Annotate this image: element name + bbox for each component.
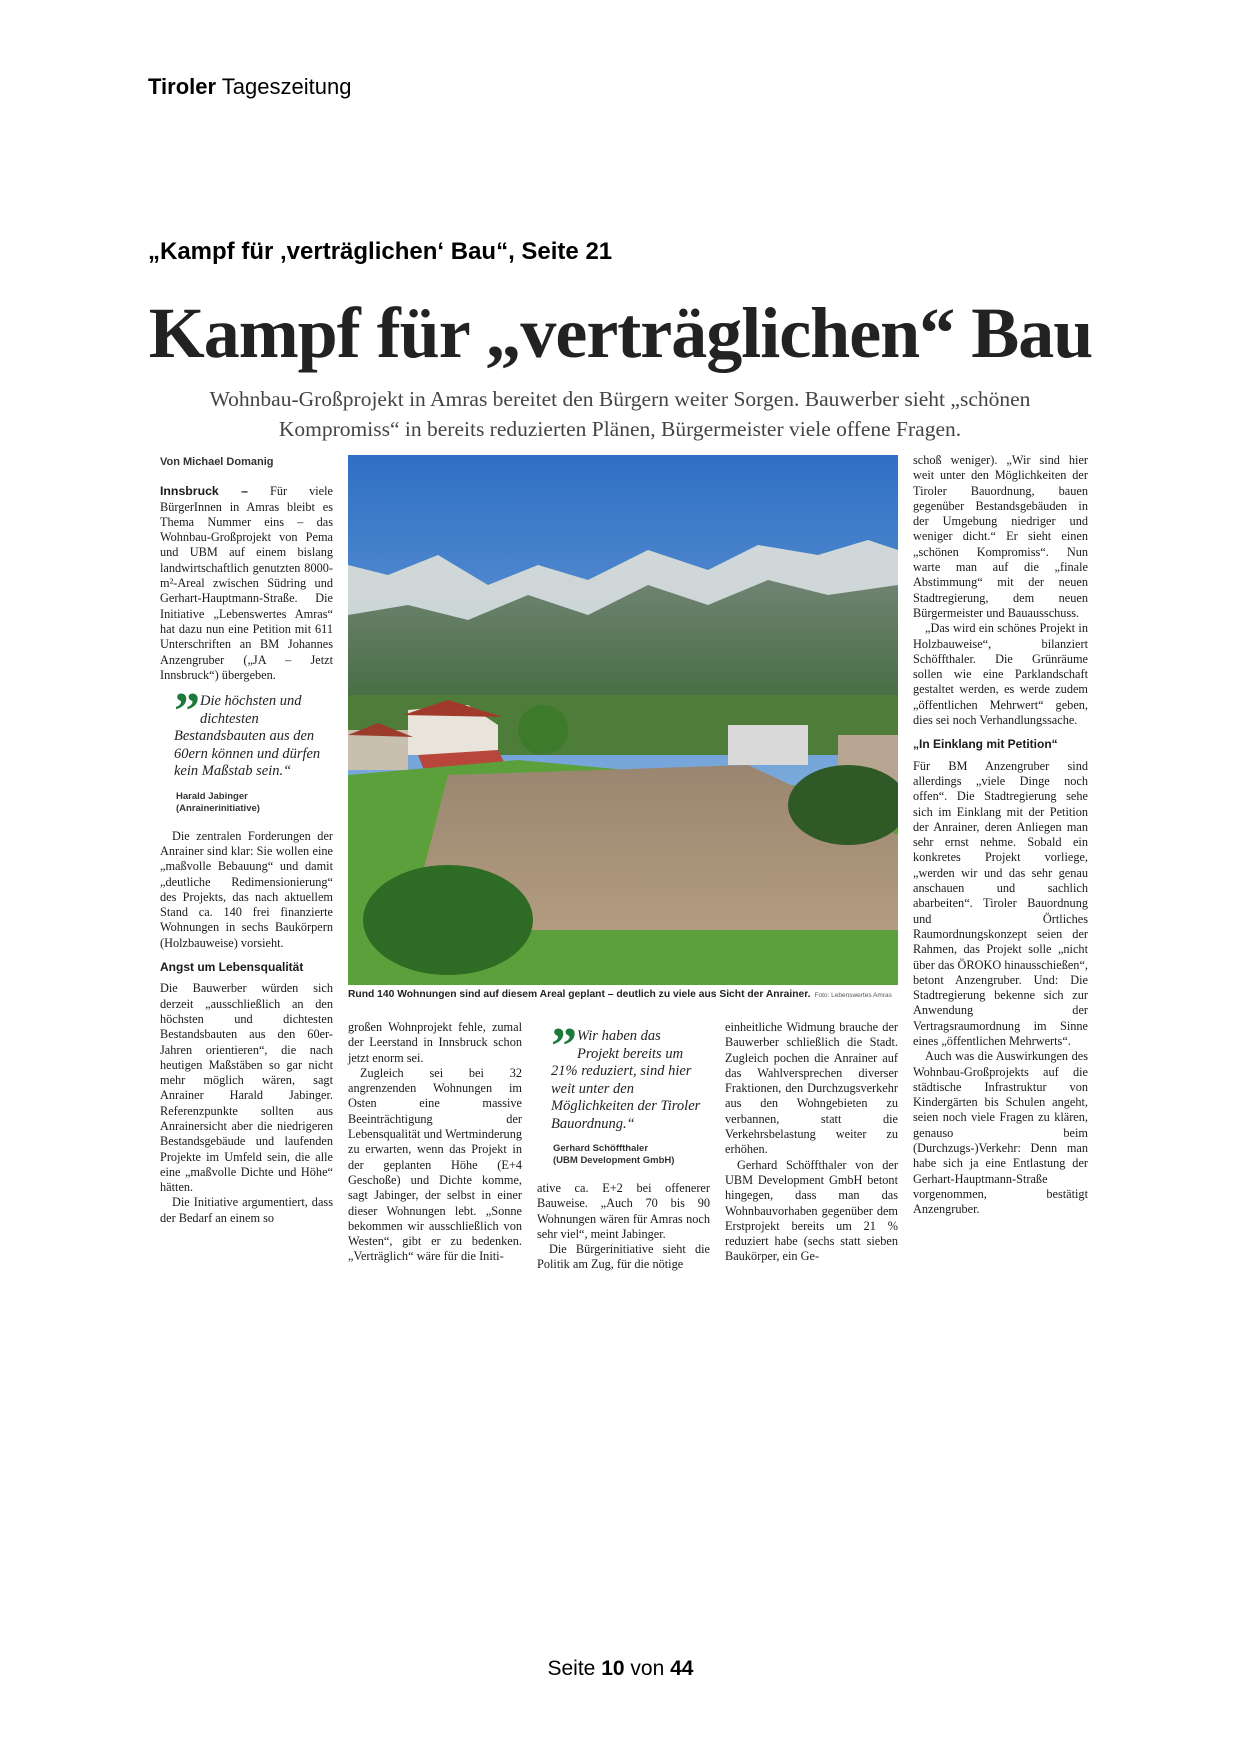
footer-of: von xyxy=(630,1657,665,1680)
article-photo xyxy=(348,455,898,985)
paragraph: Gerhard Schöffthaler von der UBM Development GmbH betont hingegen, dass man das Wohnbauvorhaben gegenüber dem Erstprojekt bereits um 21 % reduziert habe (sechs statt sieben Baukörper, ein Ge- xyxy=(725,1157,898,1264)
subheading: „In Einklang mit Petition“ xyxy=(913,737,1058,752)
brand-rest: Tageszeitung xyxy=(221,74,352,99)
article-subhead: Wohnbau-Großprojekt in Amras bereitet den Bürgern weiter Sorgen. Bauwerber sieht „schönen Kompromiss“ in bereits reduzierten Plänen, Bürgermeister viele offene Fragen. xyxy=(209,387,1031,441)
article-headline: Kampf für „verträglichen“ Bau xyxy=(148,293,1093,373)
paragraph: Die Bauwerber würden sich derzeit „ausschließlich an den höchsten und dichtesten Bestandsbauten aus den 60er-Jahren orientieren“, die nach heutigen Maßstäben so gar nicht mehr möglich wären, sagt Anrainer Harald Jabinger. Referenzpunkte sollten aus Anrainersicht aber die niedrigeren Bestandsgebäude und laufenden Projekte im Umfeld sein, die alle eine „maßvolle Dichte und Höhe“ hätten. xyxy=(160,981,333,1195)
lead-paragraph xyxy=(160,484,333,683)
byline: Von Michael Domanig xyxy=(160,456,274,468)
paragraph: Auch was die Auswirkungen des Wohnbau-Großprojekts auf die städtische Infrastruktur von Kindergärten bis Schulen angeht, seien noch viele Fragen zu klären, genauso beim (Durchzugs-)Verkehr: Denn man habe sich ja eine Entlastung der Gerhart-Hauptmann-Straße vorgenommen, bestätigt Anzengruber. xyxy=(913,1049,1088,1217)
paragraph: Die zentralen Forderungen der Anrainer sind klar: Sie wollen eine „maßvolle Bebauung“ und damit „deutliche Redimensionierung“ des Projekts, das nach aktuellem Stand ca. 140 frei finanzierte Wohnungen in sechs Baukörpern (Holzbauweise) vorsieht. xyxy=(160,828,333,950)
caption-text: Rund 140 Wohnungen sind auf diesem Areal geplant – deutlich zu viele aus Sicht der Anrainer. xyxy=(348,989,811,1000)
quote-text: Die höchsten und dichtesten Bestandsbauten aus den 60ern können und dürfen kein Maßstab sein.“ xyxy=(174,693,321,780)
footer-prefix: Seite xyxy=(547,1657,596,1680)
column-4 xyxy=(725,1020,898,1265)
paragraph: „Das wird ein schönes Projekt in Holzbauweise“, bilanziert Schöffthaler. Die Grünräume sollen wie eine Parklandschaft gestaltet werden, es werde zudem „öffentlichen Mehrwert“ geben, dies sei noch Verhandlungssache. xyxy=(913,621,1088,728)
paragraph: einheitliche Widmung brauche der Bauwerber schließlich die Stadt. Zugleich pochen die Anrainer auf das Wahlversprechen diverser Fraktionen, den Durchzugsverkehr aus den Wohngebieten zu verbannen, statt die Verkehrsbelastung weiter zu erhöhen. xyxy=(725,1020,898,1157)
quote-author-role: (UBM Development GmbH) xyxy=(553,1155,675,1166)
paragraph: Für BM Anzengruber sind allerdings „viele Dinge noch offen“. Die Stadtregierung sehe sich im Einklang mit der Petition der Anrainer, deren Anliegen man sehr ernst nehme. Sobald ein konkretes Projekt vorliege, „werden wir und das sehr genau anschauen und sachlich abarbeiten“. Tiroler Bauordnung und Örtliches Raumordnungskonzept seien der Rahmen, das Projekt solle „nicht über das ÖROKO hinausschießen“, betont Anzengruber. Und: Die Stadtregierung bekenne sich zur Anwendung der Vertragsraumordnung im Sinne eines „öffentlichen Mehrwerts“. xyxy=(913,758,1088,1048)
paragraph: Die Initiative argumentiert, dass der Bedarf an einem so xyxy=(160,1195,333,1225)
brand-bold: Tiroler xyxy=(148,74,217,99)
landscape-image xyxy=(348,455,898,985)
column-2 xyxy=(348,1020,522,1265)
current-page: 10 xyxy=(601,1657,625,1680)
quote-author-name: Harald Jabinger xyxy=(176,790,248,802)
paragraph: Zugleich sei bei 32 angrenzenden Wohnungen im Osten eine massive Beeinträchtigung der Lebensqualität und Wertminderung zu erwarten, wenn das Projekt in der geplanten Höhe (E+4 Geschoße) und Dichte komme, sagt Jabinger, der selbst in einer dieser Wohnungen lebt. „Sonne bekommen wir ausschließlich von Westen“, gibt er zu bedenken. „Verträglich“ wäre für die Initi- xyxy=(348,1065,522,1264)
quote-author-name: Gerhard Schöffthaler xyxy=(553,1143,649,1154)
column-3 xyxy=(537,1020,710,1273)
quote-text: Wir haben das Projekt bereits um 21% reduziert, sind hier weit unter den Möglichkeiten der Tiroler Bauordnung.“ xyxy=(551,1028,701,1132)
lead-text: Für viele BürgerInnen in Amras bleibt es Thema Nummer eins – das Wohnbau-Großprojekt von Pema und UBM auf einem bislang landwirtschaftlich genutzten 8000-m²-Areal zwischen Südring und Gerhart-Hauptmann-Straße. Die Initiative „Lebenswertes Amras“ hat dazu nun eine Petition mit 611 Unterschriften an BM Johannes Anzengruber („JA – Jetzt Innsbruck“) übergeben. xyxy=(160,484,333,682)
paragraph: großen Wohnprojekt fehle, zumal der Leerstand in Innsbruck schon jetzt enorm sei. xyxy=(348,1020,522,1065)
paragraph: schoß weniger). „Wir sind hier weit unter den Möglichkeiten der Tiroler Bauordnung, bauen gegenüber Bestandsgebäuden in der Umgebung niedriger und weniger dicht.“ Er sieht einen „schönen Kompromiss“. Nun warte man auf die „finale Abstimmung“ mit der neuen Stadtregierung, dem neuen Bürgermeister und Bauausschuss. xyxy=(913,453,1088,620)
column-1 xyxy=(160,455,333,1226)
photo-caption xyxy=(348,989,898,1000)
quote-mark-icon: ” xyxy=(551,1018,571,1075)
quote-author xyxy=(176,791,325,815)
paragraph: ative ca. E+2 bei offenerer Bauweise. „Auch 70 bis 90 Wohnungen wären für Amras noch sehr viel“, meint Jabinger. xyxy=(537,1181,710,1241)
pull-quote-2 xyxy=(551,1018,702,1133)
quote-author-role: (Anrainerinitiative) xyxy=(176,802,260,814)
subheading: Angst um Lebensqualität xyxy=(160,960,304,975)
quote-mark-icon: ” xyxy=(174,683,194,741)
paragraph: Die Bürgerinitiative sieht die Politik am Zug, für die nötige xyxy=(537,1242,710,1272)
column-5 xyxy=(913,453,1088,1218)
quote-author xyxy=(553,1143,702,1167)
photo-credit: Foto: Lebenswertes Amras xyxy=(814,992,892,999)
publication-name xyxy=(148,74,351,100)
page-number xyxy=(0,1657,1241,1681)
dateline: Innsbruck – xyxy=(160,484,248,499)
section-title: „Kampf für ‚verträglichen‘ Bau“, Seite 21 xyxy=(148,238,613,265)
total-pages: 44 xyxy=(670,1657,694,1680)
pull-quote-1 xyxy=(174,683,325,781)
